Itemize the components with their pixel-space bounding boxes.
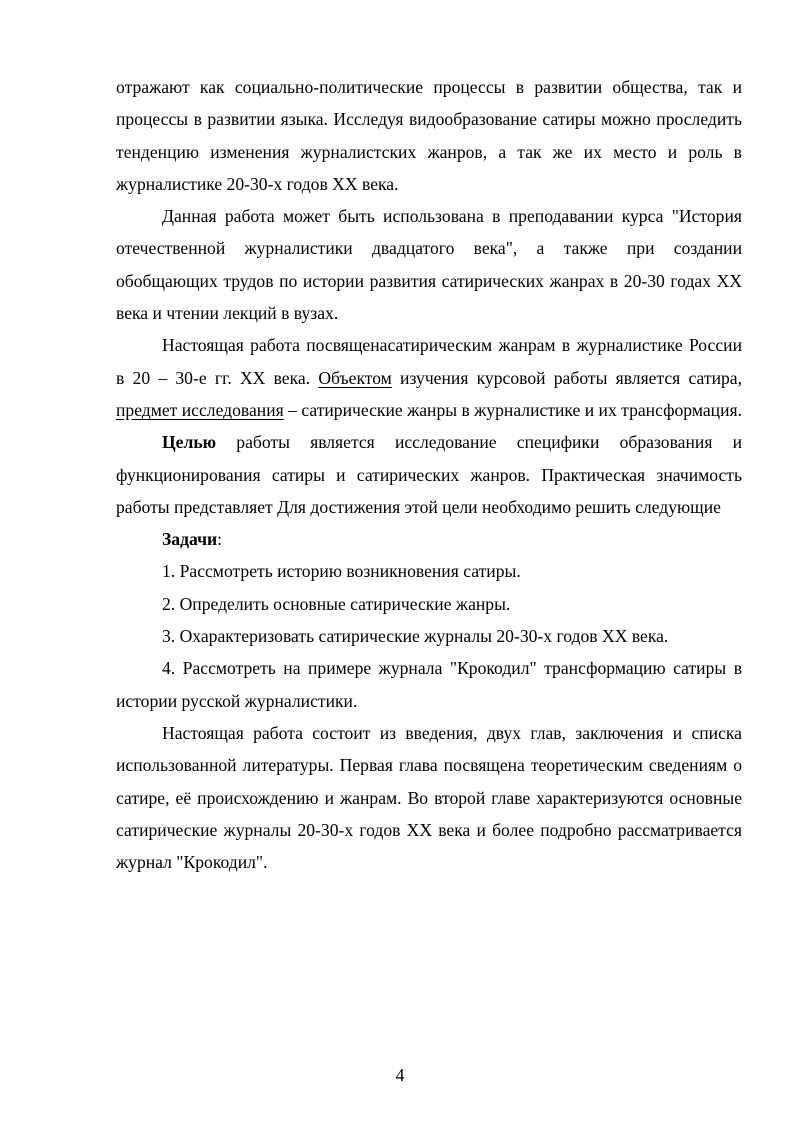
object-label: Объектом <box>318 367 392 388</box>
task-item-4: 4. Рассмотреть на примере журнала "Крокодил" трансформацию сатиры в истории русской журналистики. <box>116 658 742 711</box>
paragraph-object-subject-before: Настоящая работа посвященасатирическим жанрам в журналистике России в 20 – 30-е гг. XX века. <box>116 335 742 388</box>
paragraph-goal-rest: работы является исследование специфики образования и функционирования сатиры и сатирических жанров. Практическая значимость работы представляет Для достижения этой цели необходимо решить следующие <box>116 432 742 517</box>
task-item-1: 1. Рассмотреть историю возникновения сатиры. <box>162 561 521 582</box>
paragraph-object-subject-middle: изучения курсовой работы является сатира, <box>391 367 742 388</box>
tasks-heading <box>116 523 742 555</box>
task-item-3: 3. Охарактеризовать сатирические журналы 20-30-х годов XX века. <box>162 626 669 647</box>
task-item-2: 2. Определить основные сатирические жанры. <box>162 593 511 614</box>
paragraph-goal <box>116 426 742 523</box>
tasks-heading-colon: : <box>217 529 223 550</box>
paragraph-structure: Настоящая работа состоит из введения, двух глав, заключения и списка использованной литературы. Первая глава посвящена теоретическим сведениям о сатире, её происхождению и жанрам. Во второй главе характеризуются основные сатирические журналы 20-30-х годов XX века и более подробно рассматривается журнал "Крокодил". <box>116 722 742 873</box>
subject-label: предмет исследования <box>116 399 284 420</box>
paragraph-object-subject-after: – сатирические жанры в журналистике и их трансформация. <box>283 399 742 420</box>
body-text <box>116 71 742 878</box>
tasks-heading-label: Задачи <box>162 529 218 550</box>
goal-label: Целью <box>162 432 217 453</box>
page-number: 4 <box>395 1065 405 1085</box>
paragraph-object-subject <box>116 329 742 426</box>
paragraph-continuation: отражают как социально-политические процессы в развитии общества, так и процессы в развитии языка. Исследуя видообразование сатиры можно проследить тенденцию изменения журналистских жанров, а так же их место и роль в журналистике 20-30-х годов XX века. <box>116 77 742 194</box>
paragraph-usage: Данная работа может быть использована в преподавании курса "История отечественной журналистики двадцатого века", а также при создании обобщающих трудов по истории развития сатирических жанрах в 20-30 годах XX века и чтении лекций в вузах. <box>116 206 742 324</box>
